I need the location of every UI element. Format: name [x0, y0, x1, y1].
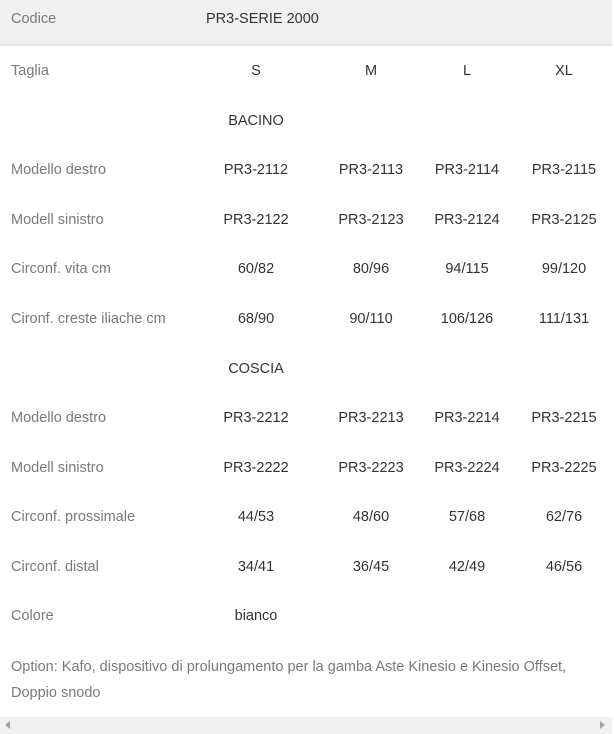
- section-title-coscia: COSCIA: [228, 361, 284, 377]
- table-cell: PR3-2114: [434, 162, 500, 178]
- horizontal-scrollbar[interactable]: [0, 717, 612, 734]
- row-label: Modello destro: [11, 410, 107, 426]
- table-cell: PR3-2213: [338, 410, 404, 426]
- table-cell: PR3-2115: [531, 162, 597, 178]
- row-label: Circonf. distal: [11, 559, 99, 575]
- table-cell: PR3-2113: [338, 162, 404, 178]
- table-cell: PR3-2224: [434, 460, 500, 476]
- row-label: Cironf. creste iliache cm: [11, 311, 166, 327]
- row-label: Modell sinistro: [11, 212, 104, 228]
- table-cell: PR3-2222: [223, 460, 289, 476]
- table-cell: PR3-2124: [434, 212, 500, 228]
- row-label: Modello destro: [11, 162, 107, 178]
- table-cell: 46/56: [545, 559, 583, 575]
- taglia-label: Taglia: [11, 63, 49, 79]
- table-cell: 62/76: [545, 509, 583, 525]
- table-cell: 34/41: [237, 559, 275, 575]
- table-cell: 68/90: [237, 311, 275, 327]
- size-xl: XL: [555, 63, 573, 79]
- codice-label: Codice: [11, 11, 57, 27]
- section-title-bacino: BACINO: [228, 113, 284, 129]
- table-cell: PR3-2123: [338, 212, 404, 228]
- table-cell: PR3-2225: [531, 460, 597, 476]
- table-cell: PR3-2125: [531, 212, 597, 228]
- table-cell: PR3-2215: [531, 410, 597, 426]
- size-s: S: [251, 63, 261, 79]
- row-label: Circonf. prossimale: [11, 509, 136, 525]
- scroll-left-icon[interactable]: [5, 721, 10, 729]
- table-cell: 111/131: [538, 311, 590, 327]
- table-cell: 94/115: [445, 261, 489, 277]
- size-l: L: [462, 63, 472, 79]
- codice-value: PR3-SERIE 2000: [206, 11, 319, 27]
- colore-value: bianco: [234, 608, 278, 624]
- size-m: M: [364, 63, 378, 79]
- table-cell: PR3-2223: [338, 460, 404, 476]
- row-label: Circonf. vita cm: [11, 261, 111, 277]
- row-label: Modell sinistro: [11, 460, 104, 476]
- option-text: Option: Kafo, dispositivo di prolungamento per la gamba Aste Kinesio e Kinesio Offset, Doppio snodo: [11, 659, 567, 701]
- table-cell: 36/45: [352, 559, 390, 575]
- table-cell: PR3-2214: [434, 410, 500, 426]
- table-cell: PR3-2122: [223, 212, 289, 228]
- table-cell: 80/96: [352, 261, 390, 277]
- table-cell: 57/68: [448, 509, 486, 525]
- table-cell: PR3-2112: [223, 162, 289, 178]
- table-cell: 60/82: [237, 261, 275, 277]
- scroll-right-icon[interactable]: [600, 721, 605, 729]
- table-cell: PR3-2212: [223, 410, 289, 426]
- colore-label: Colore: [11, 608, 54, 624]
- table-cell: 48/60: [352, 509, 390, 525]
- table-cell: 90/110: [349, 311, 393, 327]
- table-cell: 42/49: [448, 559, 486, 575]
- table-cell: 44/53: [237, 509, 275, 525]
- table-cell: 99/120: [541, 261, 587, 277]
- table-cell: 106/126: [440, 311, 494, 327]
